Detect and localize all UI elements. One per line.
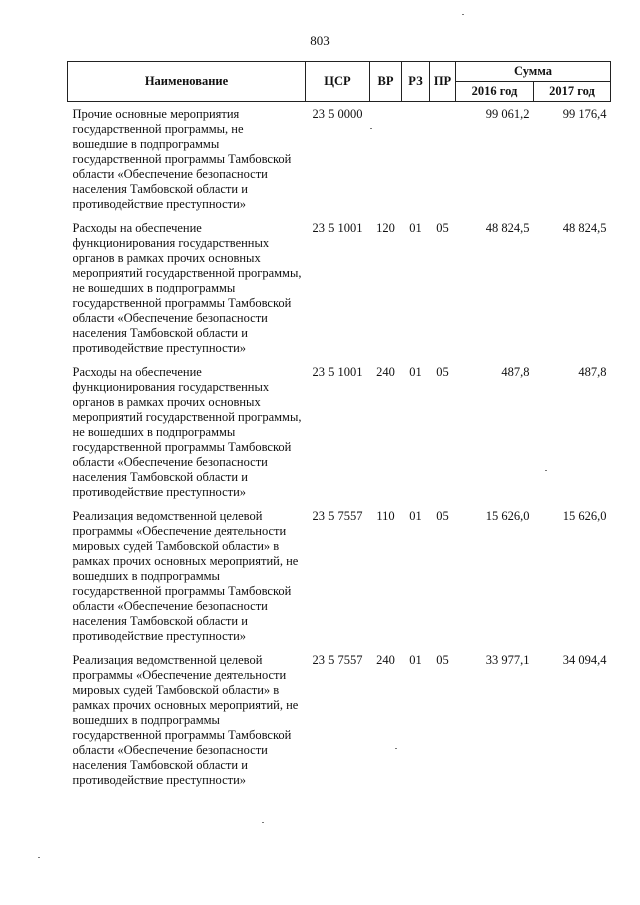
row-csr: 23 5 7557	[312, 509, 363, 523]
row-csr: 23 5 1001	[312, 365, 363, 379]
budget-table	[67, 61, 611, 797]
table-row	[68, 509, 611, 653]
row-rz: 01	[409, 653, 422, 667]
table-row	[68, 653, 611, 797]
header-csr: ЦСР	[306, 62, 370, 102]
table-row	[68, 102, 611, 222]
row-rz: 01	[409, 365, 422, 379]
row-csr: 23 5 1001	[312, 221, 363, 235]
row-name: Реализация ведомственной целевой программы «Обеспечение деятельности мировых судей Тамбовской области» в рамках прочих основных мероприятий, не вошедших в подпрограммы государственной программы Тамбовской области «Обеспечение безопасности населения Тамбовской области и противодействие преступности»	[72, 653, 299, 787]
row-sum-2016: 99 061,2	[485, 107, 530, 121]
header-sum: Сумма	[456, 62, 611, 82]
row-vr: 120	[376, 221, 395, 235]
row-sum-2017: 99 176,4	[562, 107, 607, 121]
row-csr: 23 5 7557	[312, 653, 363, 667]
table-row	[68, 365, 611, 509]
header-vr: ВР	[370, 62, 402, 102]
scan-speck	[462, 14, 464, 15]
table-row	[68, 221, 611, 365]
row-vr: 240	[376, 653, 395, 667]
header-year-2016: 2016 год	[456, 82, 534, 102]
row-vr	[370, 102, 402, 222]
row-vr: 240	[376, 365, 395, 379]
scan-speck	[370, 128, 372, 129]
row-rz	[402, 102, 430, 222]
row-name: Расходы на обеспечение функционирования государственных органов в рамках прочих основных мероприятий государственной программы, не вошедших в подпрограммы государственной программы Тамбовской области «Обеспечение безопасности населения Тамбовской области и противодействие преступности»	[72, 221, 302, 355]
row-csr: 23 5 0000	[312, 107, 363, 121]
row-pr	[430, 102, 456, 222]
row-name: Расходы на обеспечение функционирования государственных органов в рамках прочих основных мероприятий государственной программы, не вошедших в подпрограммы государственной программы Тамбовской области «Обеспечение безопасности населения Тамбовской области и противодействие преступности»	[72, 365, 302, 499]
row-rz: 01	[409, 221, 422, 235]
header-rz: РЗ	[402, 62, 430, 102]
row-sum-2017: 487,8	[578, 365, 607, 379]
header-name: Наименование	[68, 62, 306, 102]
scan-speck	[262, 822, 264, 823]
scan-speck	[38, 857, 40, 858]
page-number: 803	[310, 33, 330, 48]
scan-speck	[545, 470, 547, 471]
row-pr: 05	[436, 365, 449, 379]
row-pr: 05	[436, 653, 449, 667]
row-sum-2016: 15 626,0	[485, 509, 530, 523]
scan-speck	[395, 748, 397, 749]
row-pr: 05	[436, 509, 449, 523]
row-rz: 01	[409, 509, 422, 523]
row-sum-2017: 48 824,5	[562, 221, 607, 235]
row-sum-2017: 15 626,0	[562, 509, 607, 523]
row-vr: 110	[376, 509, 395, 523]
header-pr: ПР	[430, 62, 456, 102]
row-pr: 05	[436, 221, 449, 235]
row-sum-2016: 33 977,1	[485, 653, 530, 667]
row-sum-2016: 48 824,5	[485, 221, 530, 235]
row-name: Реализация ведомственной целевой программы «Обеспечение деятельности мировых судей Тамбовской области» в рамках прочих основных мероприятий, не вошедших в подпрограммы государственной программы Тамбовской области «Обеспечение безопасности населения Тамбовской области и противодействие преступности»	[72, 509, 299, 643]
row-sum-2017: 34 094,4	[562, 653, 607, 667]
header-year-2017: 2017 год	[534, 82, 611, 102]
row-name: Прочие основные мероприятия государственной программы, не вошедшие в подпрограммы государственной программы Тамбовской области «Обеспечение безопасности населения Тамбовской области и противодействие преступности»	[72, 107, 292, 211]
row-sum-2016: 487,8	[501, 365, 530, 379]
